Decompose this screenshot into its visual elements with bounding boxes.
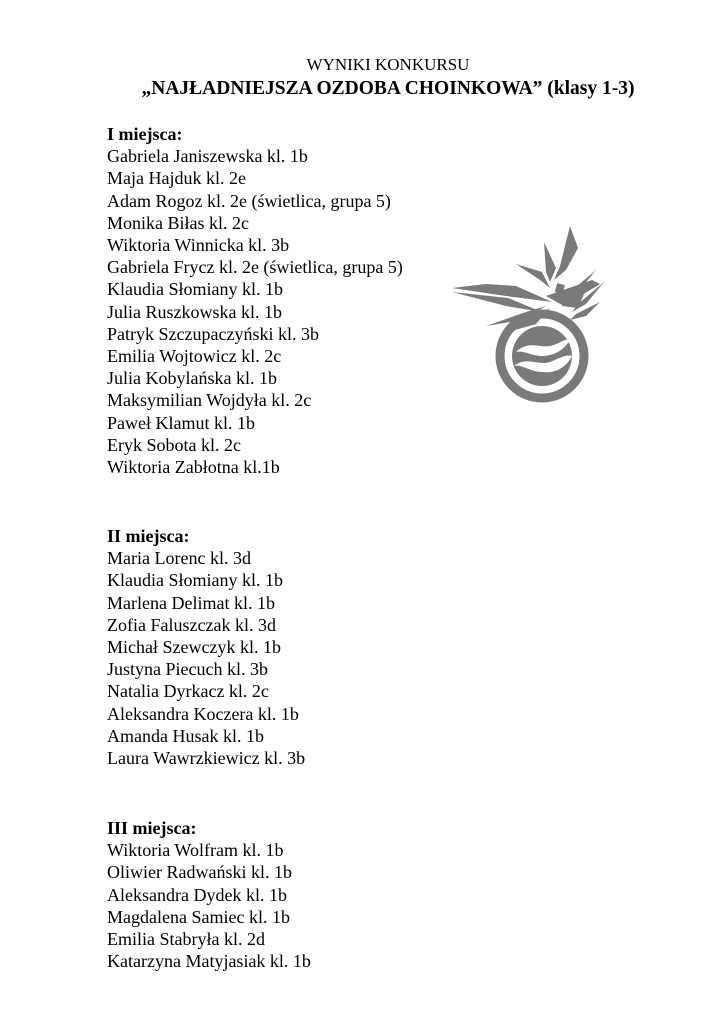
document-subtitle: WYNIKI KONKURSU: [306, 55, 470, 74]
list-item: Zofia Faluszczak kl. 3d: [107, 614, 276, 635]
document-title: „NAJŁADNIEJSZA OZDOBA CHOINKOWA” (klasy 1-3): [141, 78, 635, 99]
list-item: Gabriela Frycz kl. 2e (świetlica, grupa 5): [107, 257, 403, 278]
list-item: Aleksandra Koczera kl. 1b: [107, 703, 299, 724]
winners-list: [107, 547, 305, 769]
list-item: Amanda Husak kl. 1b: [107, 725, 264, 746]
list-item: Maria Lorenc kl. 3d: [107, 548, 251, 569]
section-third-places: [107, 817, 311, 972]
list-item: Maksymilian Wojdyła kl. 2c: [107, 390, 312, 411]
list-item: Patryk Szczupaczyński kl. 3b: [107, 323, 319, 344]
list-item: Wiktoria Wolfram kl. 1b: [107, 840, 284, 861]
list-item: Magdalena Samiec kl. 1b: [107, 906, 290, 927]
list-item: Eryk Sobota kl. 2c: [107, 434, 241, 455]
list-item: Gabriela Janiszewska kl. 1b: [107, 146, 308, 167]
list-item: Klaudia Słomiany kl. 1b: [107, 570, 283, 591]
list-item: Aleksandra Dydek kl. 1b: [107, 884, 287, 905]
section-heading: II miejsca:: [107, 526, 190, 546]
list-item: Wiktoria Winnicka kl. 3b: [107, 235, 290, 256]
list-item: Julia Kobylańska kl. 1b: [107, 368, 277, 389]
list-item: Oliwier Radwański kl. 1b: [107, 862, 292, 883]
section-heading: I miejsca:: [107, 124, 183, 144]
section-heading: III miejsca:: [107, 818, 197, 838]
christmas-bauble-icon: [446, 222, 606, 412]
list-item: Natalia Dyrkacz kl. 2c: [107, 681, 269, 702]
list-item: Laura Wawrzkiewicz kl. 3b: [107, 748, 306, 769]
list-item: Michał Szewczyk kl. 1b: [107, 637, 281, 658]
list-item: Julia Ruszkowska kl. 1b: [107, 301, 282, 322]
list-item: Emilia Wojtowicz kl. 2c: [107, 346, 282, 367]
list-item: Maja Hajduk kl. 2e: [107, 168, 246, 189]
list-item: Katarzyna Matyjasiak kl. 1b: [107, 951, 311, 972]
list-item: Monika Biłas kl. 2c: [107, 212, 249, 233]
list-item: Paweł Klamut kl. 1b: [107, 412, 255, 433]
list-item: Justyna Piecuch kl. 3b: [107, 659, 268, 680]
list-item: Marlena Delimat kl. 1b: [107, 592, 275, 613]
winners-list: [107, 145, 403, 478]
list-item: Adam Rogoz kl. 2e (świetlica, grupa 5): [107, 190, 391, 211]
section-second-places: [107, 525, 305, 769]
section-first-places: [107, 123, 403, 478]
list-item: Klaudia Słomiany kl. 1b: [107, 279, 283, 300]
list-item: Emilia Stabryła kl. 2d: [107, 929, 265, 950]
list-item: Wiktoria Zabłotna kl.1b: [107, 457, 280, 478]
winners-list: [107, 839, 311, 972]
